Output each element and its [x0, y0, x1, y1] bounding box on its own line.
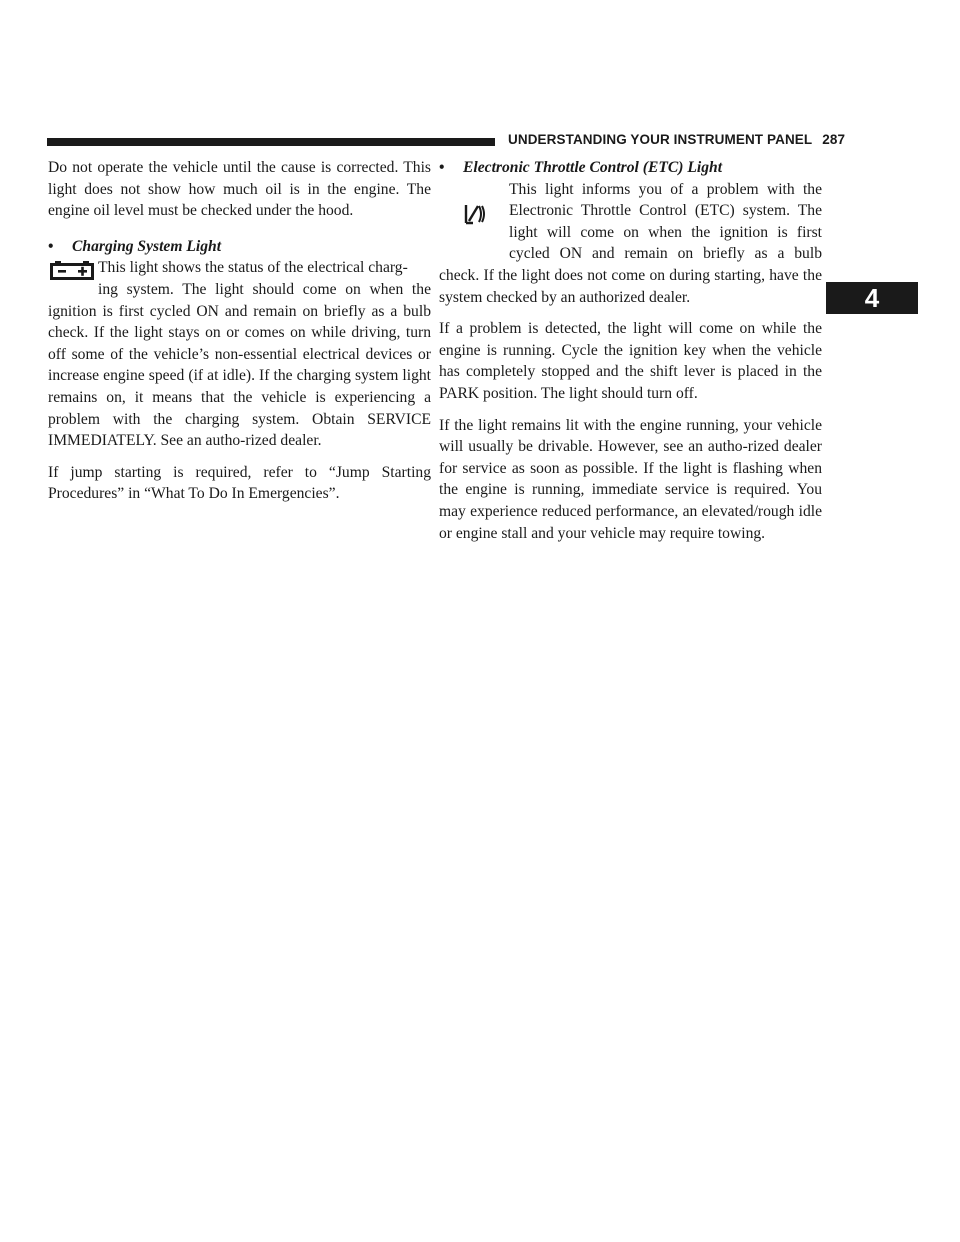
- etc-indented-line-1: This light informs you of a problem with the: [509, 180, 822, 198]
- charging-indented-line-2: ing system. The light should come on when the: [98, 280, 431, 298]
- header-title: UNDERSTANDING YOUR INSTRUMENT PANEL: [508, 132, 813, 147]
- etc-icon-block: [439, 179, 822, 265]
- left-column: [48, 157, 431, 505]
- jump-paragraph: If jump starting is required, refer to “Jump Starting Procedures” in “What To Do In Emergencies”.: [48, 463, 431, 503]
- charging-heading: [48, 236, 431, 258]
- charging-icon-block: [48, 257, 431, 300]
- right-column: [439, 157, 822, 544]
- charging-body: ignition is first cycled ON and remain on briefly as a bulb check. If the light stays on or comes on while driving, turn off some of the vehicle’s non-essential electrical devices or increase engine speed (if at idle). If the charging system light remains on, it means that the vehicle is experiencing a problem with the charging system. Obtain SERVICE IMMEDIATELY. See an autho-rized dealer.: [48, 302, 431, 450]
- etc-section: [439, 157, 822, 308]
- charging-title: Charging System Light: [72, 237, 222, 255]
- etc-indented-line-4: cycled ON and remain on briefly as a bulb: [509, 245, 822, 263]
- problem-detected-paragraph: If a problem is detected, the light will come on while the engine is running. Cycle the ignition key when the vehicle has completely stopped and the shift lever is placed in the PARK position. The light should turn off.: [439, 320, 822, 402]
- etc-body: check. If the light does not come on during starting, have the system checked by an authorized dealer.: [439, 266, 822, 306]
- bullet: •: [48, 237, 54, 255]
- intro-paragraph: Do not operate the vehicle until the cause is corrected. This light does not show how much oil is in the engine. The engine oil level must be checked under the hood.: [48, 159, 431, 220]
- chapter-tab: 4: [826, 282, 918, 314]
- charging-indented-line-1: This light shows the status of the electrical charg-: [98, 259, 408, 277]
- header-rule: [47, 138, 495, 146]
- throttle-icon: [463, 203, 487, 225]
- light-remains-lit-paragraph: If the light remains lit with the engine running, your vehicle will usually be drivable. However, see an autho-rized dealer for service as soon as possible. If the light is flashing when the engine is running, immediate service is required. You may experience reduced performance, an elevated/rough idle or engine stall and your vehicle may require towing.: [439, 416, 822, 542]
- battery-icon: [50, 260, 94, 280]
- etc-indented-line-3: light will come on when the ignition is first: [509, 223, 822, 241]
- bullet: •: [439, 159, 445, 176]
- etc-indented-line-2: Electronic Throttle Control (ETC) system. The: [509, 202, 822, 220]
- etc-heading: [439, 157, 822, 179]
- etc-title: Electronic Throttle Control (ETC) Light: [463, 159, 723, 176]
- running-header: [508, 132, 845, 147]
- page-number: 287: [822, 132, 846, 147]
- charging-section: [48, 236, 431, 452]
